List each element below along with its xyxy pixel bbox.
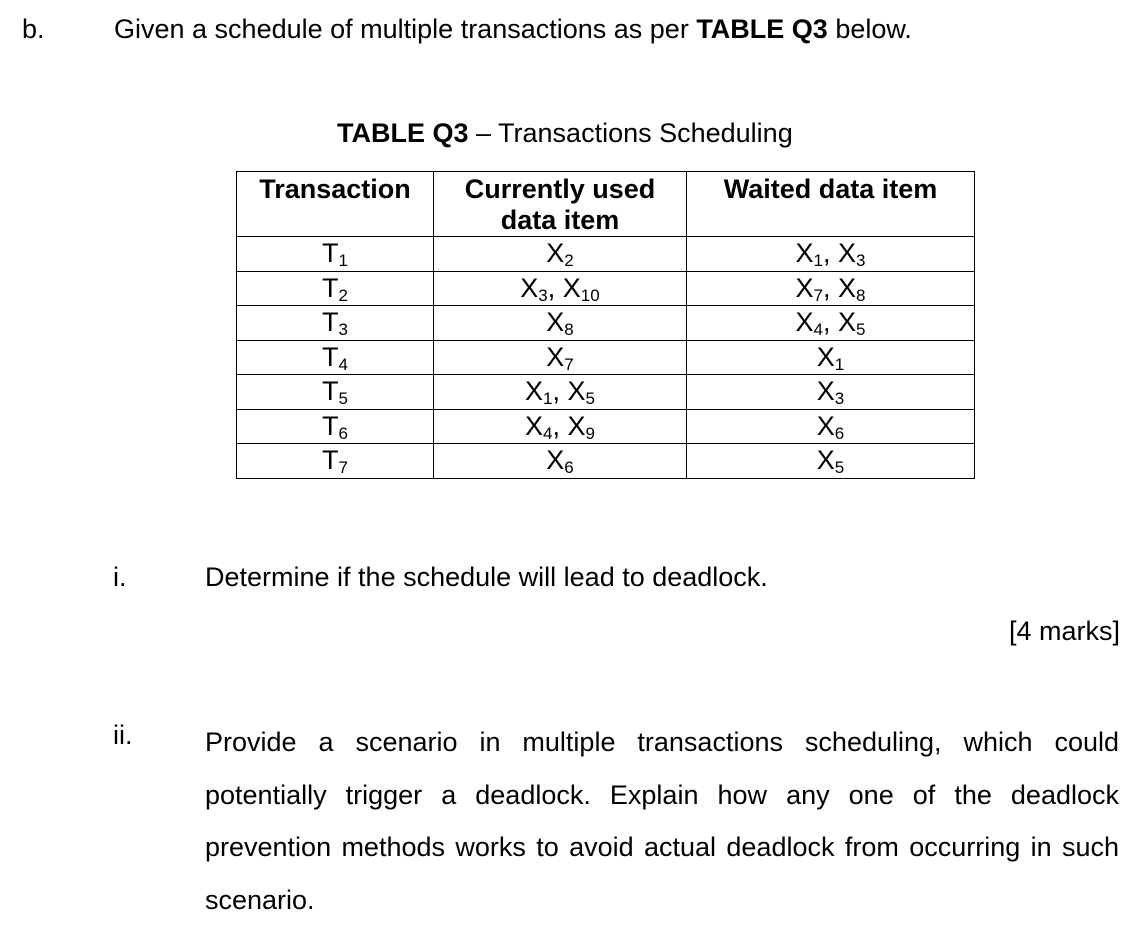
data-item-index: 4 xyxy=(543,423,553,443)
cell-currently-used xyxy=(434,375,687,410)
data-item-index: 7 xyxy=(813,285,823,305)
data-item-index: 1 xyxy=(834,354,845,374)
cell-waited xyxy=(687,375,975,410)
data-item-symbol: X xyxy=(816,341,835,372)
cell-transaction xyxy=(237,340,434,375)
transaction-symbol: T xyxy=(322,272,339,303)
data-item-symbol: X xyxy=(795,272,814,303)
transaction-index: 3 xyxy=(338,320,348,339)
header-currently-used-line1: Currently used xyxy=(464,174,656,204)
table-row xyxy=(237,306,975,341)
cell-currently-used xyxy=(434,271,687,306)
data-item-symbol: X xyxy=(816,376,835,406)
data-item-index: 8 xyxy=(856,285,866,305)
data-item-symbol: X xyxy=(795,238,814,268)
cell-currently-used xyxy=(434,237,687,272)
header-currently-used-line2: data item xyxy=(500,205,620,235)
data-item-symbol: X xyxy=(838,238,857,268)
data-item-index: 1 xyxy=(813,251,823,270)
transaction-symbol: T xyxy=(322,307,339,337)
data-item-symbol: X xyxy=(546,238,565,268)
table-caption-title: – Transactions Scheduling xyxy=(468,118,793,148)
cell-waited xyxy=(687,444,975,479)
intro-text-before: Given a schedule of multiple transactions as per xyxy=(114,14,697,44)
marks-allocation: [4 marks] xyxy=(1008,616,1120,646)
transaction-index: 2 xyxy=(338,285,348,305)
cell-transaction xyxy=(237,306,434,341)
data-item-symbol: X xyxy=(525,376,544,406)
data-item-index: 10 xyxy=(580,285,600,305)
transaction-symbol: T xyxy=(322,341,339,372)
cell-waited xyxy=(687,340,975,375)
data-item-index: 5 xyxy=(834,458,845,477)
cell-transaction xyxy=(237,375,434,410)
transactions-table xyxy=(236,171,975,479)
data-item-symbol: X xyxy=(525,410,544,441)
transaction-index: 1 xyxy=(338,251,348,270)
data-item-index: 2 xyxy=(564,251,574,270)
transaction-symbol: T xyxy=(322,376,339,406)
sub-question-i-label: i. xyxy=(113,562,127,592)
cell-waited xyxy=(687,237,975,272)
data-item-index: 9 xyxy=(585,423,595,443)
item-separator: , xyxy=(552,376,568,406)
data-item-symbol: X xyxy=(546,445,565,475)
cell-waited xyxy=(687,271,975,306)
data-item-index: 8 xyxy=(564,320,574,339)
data-item-symbol: X xyxy=(795,307,814,337)
table-row xyxy=(237,375,975,410)
item-separator: , xyxy=(547,272,563,303)
transaction-index: 4 xyxy=(338,354,348,374)
cell-waited xyxy=(687,409,975,444)
data-item-index: 5 xyxy=(856,320,866,339)
intro-text-after: below. xyxy=(827,14,912,44)
table-caption-ref: TABLE Q3 xyxy=(337,118,469,148)
data-item-symbol: X xyxy=(520,272,539,303)
cell-transaction xyxy=(237,237,434,272)
table-row xyxy=(237,237,975,272)
data-item-index: 1 xyxy=(543,389,553,408)
data-item-symbol: X xyxy=(546,307,565,337)
data-item-symbol: X xyxy=(838,272,857,303)
table-row xyxy=(237,409,975,444)
data-item-index: 5 xyxy=(585,389,595,408)
header-waited: Waited data item xyxy=(687,172,975,237)
transaction-index: 5 xyxy=(338,389,348,408)
table-row xyxy=(237,340,975,375)
cell-transaction xyxy=(237,409,434,444)
transaction-index: 6 xyxy=(338,423,348,443)
cell-transaction xyxy=(237,271,434,306)
item-separator: , xyxy=(552,410,568,441)
data-item-index: 3 xyxy=(834,389,845,408)
sub-question-ii-label: ii. xyxy=(113,720,133,750)
cell-transaction xyxy=(237,444,434,479)
cell-currently-used xyxy=(434,306,687,341)
item-separator: , xyxy=(822,272,838,303)
sub-question-i-text: Determine if the schedule will lead to deadlock. xyxy=(205,562,768,592)
table-row xyxy=(237,444,975,479)
transaction-symbol: T xyxy=(322,445,339,475)
transaction-symbol: T xyxy=(322,238,339,268)
data-item-index: 6 xyxy=(564,458,574,477)
data-item-index: 3 xyxy=(856,251,866,270)
data-item-symbol: X xyxy=(838,307,857,337)
sub-question-ii-text: Provide a scenario in multiple transactions scheduling, which could potentially trigger a deadlock. Explain how any one of the deadlock prevention methods works to avoid actual deadlock from occurring in such scenario. xyxy=(205,727,1119,915)
cell-currently-used xyxy=(434,444,687,479)
data-item-symbol: X xyxy=(546,341,565,372)
cell-waited xyxy=(687,306,975,341)
cell-currently-used xyxy=(434,340,687,375)
data-item-index: 7 xyxy=(564,354,574,374)
data-item-symbol: X xyxy=(567,376,586,406)
question-intro xyxy=(114,14,912,45)
transaction-symbol: T xyxy=(322,410,339,441)
item-separator: , xyxy=(822,307,838,337)
data-item-symbol: X xyxy=(816,445,835,475)
header-currently-used xyxy=(434,172,687,237)
question-label: b. xyxy=(22,14,45,44)
cell-currently-used xyxy=(434,409,687,444)
data-item-index: 6 xyxy=(834,423,845,443)
transaction-index: 7 xyxy=(338,458,348,477)
table-header-row xyxy=(237,172,975,237)
table-row xyxy=(237,271,975,306)
intro-table-ref: TABLE Q3 xyxy=(696,14,828,44)
table-body xyxy=(237,237,975,479)
data-item-symbol: X xyxy=(567,410,586,441)
item-separator: , xyxy=(822,238,838,268)
header-transaction: Transaction xyxy=(237,172,434,237)
data-item-index: 3 xyxy=(538,285,548,305)
data-item-symbol: X xyxy=(562,272,581,303)
data-item-symbol: X xyxy=(816,410,835,441)
data-item-index: 4 xyxy=(813,320,823,339)
